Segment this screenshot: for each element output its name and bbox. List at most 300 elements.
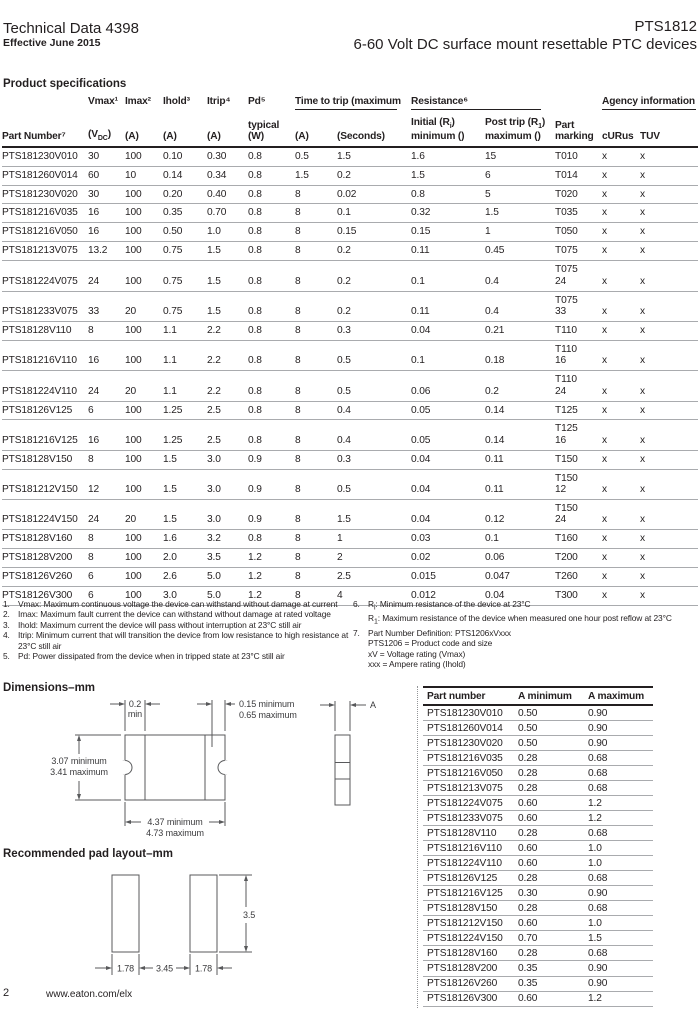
lead-width-label: 0.2	[128, 699, 142, 709]
section-title-pad-layout: Recommended pad layout–mm	[3, 848, 173, 860]
spec-value-cell: x	[640, 185, 698, 204]
spec-value-cell: x	[640, 147, 698, 166]
spec-value-cell: x	[602, 587, 640, 606]
spec-value-cell: 0.32	[411, 204, 485, 223]
marking-col-a-maximum: A maximum	[584, 687, 653, 705]
column-group-header: Imax²	[125, 96, 151, 107]
part-number-cell: PTS181216V050	[423, 766, 514, 781]
spec-value-cell: 1.6	[163, 530, 207, 549]
part-number-cell: PTS181233V075	[423, 811, 514, 826]
footnote-text: Pd: Power dissipated from the device when in tripped state at 23°C still air	[18, 651, 285, 662]
a-dimension-cell: 0.28	[514, 781, 584, 796]
effective-date: Effective June 2015	[3, 37, 101, 49]
table-row	[423, 796, 653, 811]
spec-value-cell: x	[602, 549, 640, 568]
spec-value-cell: 0.8	[248, 401, 295, 420]
spec-value-cell: 8	[295, 549, 337, 568]
table-row	[2, 340, 698, 370]
spec-value-cell: 0.3	[337, 450, 411, 469]
spec-value-cell: 0.4	[337, 420, 411, 450]
table-row	[423, 751, 653, 766]
spec-value-cell: 1.5	[337, 500, 411, 530]
spec-value-cell: 8	[295, 371, 337, 401]
spec-value-cell: 8	[295, 291, 337, 321]
spec-value-cell: 0.14	[485, 401, 555, 420]
part-number-cell: PTS18128V110	[2, 321, 88, 340]
spec-value-cell: x	[602, 147, 640, 166]
spec-value-cell: 5.0	[207, 568, 248, 587]
spec-value-cell: 5	[485, 185, 555, 204]
footnote-number: 4.	[3, 630, 10, 641]
a-dimension-cell: 1.2	[584, 796, 653, 811]
spec-value-cell: 100	[125, 450, 163, 469]
spec-value-cell: x	[602, 166, 640, 185]
column-header-row	[2, 110, 698, 146]
body-height-max-label: 3.41 maximum	[50, 767, 108, 777]
spec-value-cell: 0.1	[337, 204, 411, 223]
spec-value-cell: 1.5	[207, 242, 248, 261]
spec-value-cell: 100	[125, 204, 163, 223]
spec-value-cell: 3.2	[207, 530, 248, 549]
column-group-header: Resistance⁶	[411, 96, 555, 110]
spec-value-cell: 8	[295, 500, 337, 530]
a-dimension-cell: 0.60	[514, 811, 584, 826]
spec-value-cell: T020	[555, 185, 602, 204]
spec-value-cell: 8	[295, 261, 337, 291]
table-row	[2, 450, 698, 469]
spec-value-cell: x	[640, 242, 698, 261]
spec-value-cell: 5.0	[207, 587, 248, 606]
a-dimension-cell: 0.68	[584, 901, 653, 916]
a-dimension-cell: 0.60	[514, 916, 584, 931]
spec-value-cell: 1.5	[163, 469, 207, 499]
column-group-header: Time to trip (maximum	[295, 96, 411, 110]
spec-value-cell: 1.0	[207, 223, 248, 242]
spec-value-cell: x	[602, 261, 640, 291]
spec-value-cell: 1.5	[337, 147, 411, 166]
spec-value-cell: 0.15	[411, 223, 485, 242]
spec-value-cell: x	[640, 166, 698, 185]
part-number-cell: PTS181224V075	[2, 261, 88, 291]
part-number-cell: PTS18128V200	[423, 961, 514, 976]
part-number-cell: PTS18126V260	[2, 568, 88, 587]
spec-value-cell: 0.20	[163, 185, 207, 204]
part-number-cell: PTS181224V110	[423, 856, 514, 871]
spec-value-cell: 0.04	[411, 469, 485, 499]
spec-value-cell: 1	[337, 530, 411, 549]
table-row	[2, 291, 698, 321]
spec-value-cell: 0.15	[337, 223, 411, 242]
spec-value-cell: 1.1	[163, 371, 207, 401]
part-number-cell: PTS181230V020	[2, 185, 88, 204]
spec-value-cell: x	[602, 530, 640, 549]
spec-value-cell: 1.5	[207, 291, 248, 321]
spec-value-cell: 1.5	[295, 166, 337, 185]
footnote-number: 1.	[3, 599, 10, 609]
spec-value-cell: 24	[88, 261, 125, 291]
table-row	[2, 185, 698, 204]
spec-value-cell: 0.9	[248, 450, 295, 469]
a-dimension-cell: 1.5	[584, 931, 653, 946]
part-number-cell: PTS18128V110	[423, 826, 514, 841]
spec-value-cell: 0.12	[485, 500, 555, 530]
lead-width-unit-label: min	[127, 709, 143, 719]
spec-value-cell: 2.5	[207, 401, 248, 420]
spec-value-cell: 8	[295, 530, 337, 549]
spec-value-cell: 100	[125, 587, 163, 606]
spec-value-cell: x	[640, 371, 698, 401]
spec-value-cell: x	[602, 340, 640, 370]
table-row	[423, 931, 653, 946]
a-dimension-cell: 1.2	[584, 991, 653, 1006]
table-row	[423, 721, 653, 736]
a-dimension-cell: 0.90	[584, 976, 653, 991]
spec-value-cell: x	[602, 401, 640, 420]
spec-value-cell: 2.2	[207, 371, 248, 401]
table-row	[423, 766, 653, 781]
a-dimension-cell: 0.50	[514, 721, 584, 736]
marking-table-body	[423, 705, 653, 1006]
table-row	[2, 166, 698, 185]
spec-value-cell: 8	[295, 401, 337, 420]
spec-value-cell: 0.8	[248, 223, 295, 242]
spec-value-cell: 0.8	[248, 291, 295, 321]
a-dimension-cell: 0.28	[514, 751, 584, 766]
spec-value-cell: x	[640, 530, 698, 549]
table-row	[423, 886, 653, 901]
spec-value-cell: T125 16	[555, 420, 602, 450]
spec-value-cell: T075	[555, 242, 602, 261]
part-number-cell: PTS181216V125	[423, 886, 514, 901]
spec-value-cell: x	[602, 291, 640, 321]
table-row	[2, 469, 698, 499]
spec-value-cell: 2.0	[163, 549, 207, 568]
spec-value-cell: 8	[88, 321, 125, 340]
footnote-number: 3.	[3, 619, 10, 630]
spec-value-cell: 6	[485, 166, 555, 185]
body-height-min-label: 3.07 minimum	[51, 756, 107, 766]
footnote	[3, 599, 349, 609]
column-header: typical (W)	[248, 110, 295, 146]
part-number-cell: PTS181216V035	[2, 204, 88, 223]
spec-value-cell: 0.015	[411, 568, 485, 587]
spec-value-cell: 30	[88, 185, 125, 204]
marking-col-a-minimum: A minimum	[514, 687, 584, 705]
spec-value-cell: x	[640, 321, 698, 340]
spec-value-cell: 13.2	[88, 242, 125, 261]
a-dimension-cell: 1.0	[584, 916, 653, 931]
spec-value-cell: 0.02	[337, 185, 411, 204]
footnote	[353, 628, 697, 670]
spec-value-cell: 0.21	[485, 321, 555, 340]
spec-value-cell: 0.06	[411, 371, 485, 401]
part-number-cell: PTS181260V014	[2, 166, 88, 185]
table-row	[423, 826, 653, 841]
lead-wrap-min-label: 0.15 minimum	[239, 699, 295, 709]
spec-value-cell: x	[602, 568, 640, 587]
table-row	[423, 946, 653, 961]
spec-value-cell: 1.25	[163, 420, 207, 450]
spec-value-cell: 0.06	[485, 549, 555, 568]
spec-value-cell: 100	[125, 242, 163, 261]
spec-value-cell: 0.03	[411, 530, 485, 549]
right-pad-outline	[190, 875, 217, 952]
footnote	[3, 609, 349, 619]
spec-value-cell: 0.4	[485, 261, 555, 291]
spec-value-cell: 33	[88, 291, 125, 321]
spec-value-cell: 0.8	[248, 242, 295, 261]
table-row	[423, 705, 653, 721]
spec-value-cell: 1.5	[163, 450, 207, 469]
spec-value-cell: T200	[555, 549, 602, 568]
a-dimension-cell: 0.68	[584, 751, 653, 766]
document-header-left	[3, 20, 139, 50]
table-row	[423, 841, 653, 856]
part-number-cell: PTS181224V150	[423, 931, 514, 946]
spec-value-cell: 0.45	[485, 242, 555, 261]
table-row	[2, 204, 698, 223]
table-row	[423, 961, 653, 976]
column-group-header: Pd⁵	[248, 96, 266, 107]
part-number-cell: PTS181216V110	[2, 340, 88, 370]
part-number-cell: PTS181224V110	[2, 371, 88, 401]
spec-value-cell: 8	[295, 420, 337, 450]
table-row	[423, 871, 653, 886]
spec-value-cell: 0.14	[163, 166, 207, 185]
spec-value-cell: 0.2	[337, 242, 411, 261]
spec-value-cell: x	[640, 340, 698, 370]
spec-value-cell: 0.1	[485, 530, 555, 549]
a-dimension-cell: 0.28	[514, 946, 584, 961]
table-row	[2, 500, 698, 530]
spec-value-cell: 100	[125, 469, 163, 499]
part-number-cell: PTS181216V125	[2, 420, 88, 450]
spec-value-cell: 8	[88, 450, 125, 469]
part-number-cell: PTS181224V075	[423, 796, 514, 811]
spec-value-cell: 100	[125, 261, 163, 291]
spec-value-cell: 0.8	[411, 185, 485, 204]
spec-value-cell: 8	[295, 204, 337, 223]
spec-value-cell: 0.5	[295, 147, 337, 166]
spec-value-cell: x	[640, 223, 698, 242]
spec-value-cell: 20	[125, 291, 163, 321]
spec-value-cell: 0.18	[485, 340, 555, 370]
part-number-cell: PTS18128V160	[423, 946, 514, 961]
spec-value-cell: x	[602, 321, 640, 340]
thickness-label: A	[370, 700, 376, 710]
spec-value-cell: x	[602, 185, 640, 204]
column-header: (Seconds)	[337, 110, 411, 146]
table-row	[423, 991, 653, 1006]
table-row	[2, 147, 698, 166]
spec-value-cell: 100	[125, 185, 163, 204]
table-row	[423, 781, 653, 796]
spec-value-cell: 0.8	[248, 185, 295, 204]
part-number-cell: PTS181216V035	[423, 751, 514, 766]
spec-value-cell: T075 33	[555, 291, 602, 321]
spec-value-cell: 20	[125, 500, 163, 530]
spec-value-cell: 0.05	[411, 420, 485, 450]
spec-value-cell: 2.2	[207, 321, 248, 340]
column-header: (A)	[125, 110, 163, 146]
spec-value-cell: 8	[295, 321, 337, 340]
spec-value-cell: T110 24	[555, 371, 602, 401]
spec-value-cell: x	[640, 261, 698, 291]
a-dimension-cell: 0.70	[514, 931, 584, 946]
spec-value-cell: 100	[125, 223, 163, 242]
table-row	[423, 856, 653, 871]
spec-value-cell: x	[640, 469, 698, 499]
spec-value-cell: 3.0	[207, 500, 248, 530]
part-number-cell: PTS18126V125	[423, 871, 514, 886]
section-title-product-specifications: Product specifications	[3, 78, 127, 90]
table-row	[2, 261, 698, 291]
footnote-text: Vmax: Maximum continuous voltage the device can withstand without damage at current	[18, 599, 338, 609]
spec-value-cell: 0.8	[248, 204, 295, 223]
column-header: TUV	[640, 110, 698, 146]
spec-value-cell: 1.5	[207, 261, 248, 291]
table-row	[2, 371, 698, 401]
spec-value-cell: 0.14	[485, 420, 555, 450]
a-dimension-cell: 0.68	[584, 826, 653, 841]
footer-url: www.eaton.com/elx	[46, 989, 133, 1000]
spec-value-cell: 0.70	[207, 204, 248, 223]
spec-value-cell: 0.40	[207, 185, 248, 204]
footnote-number: 5.	[3, 651, 10, 662]
spec-value-cell: T110	[555, 321, 602, 340]
spec-value-cell: 0.8	[248, 166, 295, 185]
section-divider	[417, 686, 418, 1008]
spec-value-cell: 16	[88, 223, 125, 242]
spec-value-cell: x	[602, 500, 640, 530]
spec-value-cell: x	[640, 204, 698, 223]
spec-value-cell: x	[640, 450, 698, 469]
spec-value-cell: T014	[555, 166, 602, 185]
spec-value-cell: x	[640, 587, 698, 606]
column-header: Part Number⁷	[2, 110, 88, 146]
spec-value-cell: 2.5	[207, 420, 248, 450]
spec-value-cell: 0.75	[163, 242, 207, 261]
a-dimension-cell: 0.90	[584, 961, 653, 976]
spec-value-cell: T260	[555, 568, 602, 587]
marking-col-part-number: Part number	[423, 687, 514, 705]
spec-value-cell: 0.05	[411, 401, 485, 420]
spec-value-cell: T160	[555, 530, 602, 549]
spec-value-cell: 8	[295, 587, 337, 606]
spec-value-cell: 15	[485, 147, 555, 166]
device-top-view-outline	[125, 735, 225, 800]
spec-value-cell: x	[602, 371, 640, 401]
footnote	[3, 620, 349, 630]
spec-value-cell: T300	[555, 587, 602, 606]
spec-value-cell: 0.30	[207, 147, 248, 166]
product-subtitle: 6-60 Volt DC surface mount resettable PTC devices	[353, 36, 697, 53]
spec-value-cell: 0.9	[248, 469, 295, 499]
spec-value-cell: 0.4	[485, 291, 555, 321]
footnote-number: 6.	[353, 599, 360, 609]
column-group-header	[2, 96, 88, 110]
spec-value-cell: 0.2	[337, 261, 411, 291]
a-dimension-cell: 0.35	[514, 961, 584, 976]
spec-value-cell: 3.0	[163, 587, 207, 606]
part-number-cell: PTS18128V160	[2, 530, 88, 549]
spec-value-cell: 8	[295, 568, 337, 587]
part-number-cell: PTS181230V020	[423, 736, 514, 751]
lead-wrap-max-label: 0.65 maximum	[239, 710, 297, 720]
part-number-cell: PTS18128V150	[2, 450, 88, 469]
footnotes-right-column	[353, 599, 697, 669]
spec-value-cell: 0.2	[337, 166, 411, 185]
a-dimension-cell: 0.90	[584, 721, 653, 736]
spec-value-cell: 0.11	[411, 242, 485, 261]
spec-value-cell: 0.8	[248, 321, 295, 340]
a-dimension-cell: 1.2	[584, 811, 653, 826]
a-dimension-cell: 0.60	[514, 991, 584, 1006]
spec-value-cell: x	[602, 223, 640, 242]
part-number-cell: PTS18126V300	[423, 991, 514, 1006]
spec-value-cell: 8	[295, 223, 337, 242]
section-title-dimensions: Dimensions–mm	[3, 682, 96, 694]
footnote-text: Imax: Maximum fault current the device can withstand without damage at rated voltage	[18, 609, 331, 620]
spec-value-cell: 0.8	[248, 340, 295, 370]
spec-value-cell: 2.5	[337, 568, 411, 587]
spec-value-cell: 8	[295, 469, 337, 499]
part-number-cell: PTS18126V300	[2, 587, 88, 606]
part-number-cell: PTS181233V075	[2, 291, 88, 321]
spec-value-cell: 0.10	[163, 147, 207, 166]
part-number-cell: PTS181216V110	[423, 841, 514, 856]
spec-value-cell: 2.2	[207, 340, 248, 370]
spec-value-cell: 1	[485, 223, 555, 242]
part-number-cell: PTS18126V125	[2, 401, 88, 420]
part-number-cell: PTS181230V010	[423, 705, 514, 721]
spec-value-cell: 0.04	[411, 450, 485, 469]
footnote-text: Itrip: Minimum current that will transition the device from low resistance to high resistance at 23°C still air	[18, 630, 349, 651]
spec-value-cell: 0.1	[411, 261, 485, 291]
spec-value-cell: T110 16	[555, 340, 602, 370]
spec-value-cell: 3.0	[207, 469, 248, 499]
column-group-header: Vmax¹	[88, 96, 118, 107]
spec-value-cell: T125	[555, 401, 602, 420]
spec-value-cell: 1.2	[248, 549, 295, 568]
a-dimension-cell: 0.50	[514, 705, 584, 721]
column-header: Initial $(R_i)$ minimum ()	[411, 110, 485, 146]
spec-value-cell: 0.5	[337, 371, 411, 401]
table-row	[423, 976, 653, 991]
spec-value-cell: 0.34	[207, 166, 248, 185]
document-header-right	[354, 18, 698, 54]
a-dimension-cell: 0.35	[514, 976, 584, 991]
table-row	[2, 223, 698, 242]
a-dimension-cell: 0.68	[584, 781, 653, 796]
part-number-cell: PTS181213V075	[423, 781, 514, 796]
part-number-cell: PTS181260V014	[423, 721, 514, 736]
spec-value-cell: 100	[125, 420, 163, 450]
spec-value-cell: 16	[88, 340, 125, 370]
column-header: cURus	[602, 110, 640, 146]
table-row	[423, 901, 653, 916]
spec-value-cell: 0.75	[163, 291, 207, 321]
spec-value-cell: x	[602, 204, 640, 223]
table-row	[2, 401, 698, 420]
spec-value-cell: x	[640, 568, 698, 587]
a-dimension-cell: 0.28	[514, 766, 584, 781]
footnote	[3, 651, 349, 661]
spec-value-cell: 100	[125, 340, 163, 370]
a-dimension-cell: 0.90	[584, 705, 653, 721]
spec-value-cell: 0.8	[248, 261, 295, 291]
a-dimension-cell: 0.60	[514, 796, 584, 811]
